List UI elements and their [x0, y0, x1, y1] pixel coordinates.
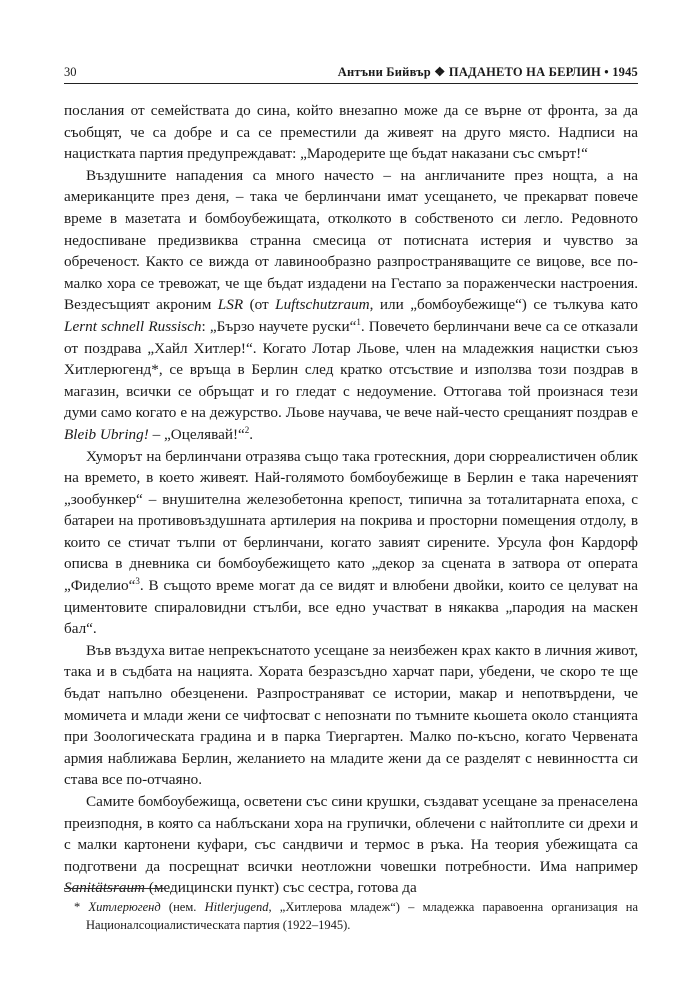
endnote-ref: 2 — [244, 424, 250, 435]
text-run: – „Оцелявай!“ — [148, 425, 245, 443]
text-run: Самите бомбоубежища, осветени със сини крушки, създават усещане за пренаселена преизподня, в която са наблъскани хора на групички, облечени с найтоплите си дрехи и с малки картонени куфари, със сандвичи и термос в ръка. На теория убежищата са подготвени да посрещнат всички неотложни човешки потребности. Има например — [64, 793, 638, 875]
text-run: * — [74, 900, 89, 914]
text-run: (нем. — [160, 900, 205, 914]
text-run: , „Хитлерова младеж“) – младежка паравоенна организация на Националсоциалистическата партия (1922–1945). — [86, 900, 639, 932]
footnote — [64, 898, 638, 934]
endnote-ref: 3 — [135, 576, 140, 586]
text-run: . Повечето берлинчани вече са се отказали от поздрава „Хайл Хитлер!“. Когато Лотар Льове, член на младежкия нацистки съюз Хитлерюгенд*, се връща в Берлин след кратко отсъствие и използва този поздрав в магазин, всички се обръщат и го гледат с недоумение. Оттогава той произнася тези думи само когато е на дежурство. Льове научава, че вече най-често срещаният поздрав е — [64, 317, 638, 422]
text-run: Хуморът на берлинчани отразява също така гротескния, дори сюрреалистичен облик на времето, в което живеят. Най-голямото бомбоубежище в Берлин е така нареченият „зообункер“ – внушителна железобетонна крепост, типична за тоталитарната епоха, с батареи на противовъздушната артилерия на покрива и просторни помещения отдолу, в които се стичат тълпи от берлинчани, когато завият сирените. Урсула фон Кардорф описва в дневника си бомбоубежището като „декор за сцената в затвора от операта „Фиделио“ — [64, 447, 638, 595]
italic-term: Хитлерюгенд — [88, 900, 161, 914]
page-header — [64, 58, 638, 84]
text-run: : „Бързо научете руски“ — [201, 317, 357, 335]
text-run: , или „бомбоубежище“) се тълкува като — [369, 296, 638, 314]
text-run: (от — [243, 296, 276, 314]
text-run: . — [249, 425, 254, 443]
text-run: . В същото време могат да се видят и влюбени двойки, които се целуват на циментовите спираловидни стълби, все едно участват в някаква „пародия на маскен бал“. — [64, 577, 638, 638]
italic-term: Hitlerjugend — [204, 900, 269, 914]
paragraph — [64, 165, 638, 446]
italic-term: Lernt schnell Russisch — [64, 317, 202, 335]
paragraph — [64, 791, 638, 899]
running-head: Антъни Бийвър ❖ ПАДАНЕТО НА БЕРЛИН • 1945 — [337, 65, 638, 79]
page-number: 30 — [64, 65, 77, 79]
paragraph — [64, 100, 638, 165]
paragraph — [64, 640, 638, 791]
italic-term: Sanitätsraum — [64, 879, 146, 897]
italic-term: LSR — [217, 296, 244, 314]
italic-term: Luftschutzraum — [275, 296, 370, 314]
body-text — [64, 100, 638, 899]
footnote-divider — [64, 888, 164, 889]
italic-term: Bleib Ubring! — [64, 425, 149, 443]
text-run: послания от семействата до сина, който внезапно може да се върне от фронта, за да съобщят, че са добре и са се преместили да живеят на друго място. Надписи на нацистката партия предупреждават: „Мародерите ще бъдат наказани със смърт!“ — [64, 102, 638, 163]
text-run: Въздушните нападения са много начесто – на англичаните през нощта, а на американците през деня, – така че берлинчани имат усещането, че прекарват повече време в мазетата и бомбоубежищата, отколкото в собственото си легло. Редовното недоспиване предизвиква странна смесица от потисната истерия и чувство за обреченост. Както се вижда от лавинообразно разпространяващите се вицове, все по-малко хора се тревожат, че ще бъдат издадени на Гестапо за пораженчески настроения. Вездесъщият акроним — [64, 166, 638, 314]
text-run: Във въздуха витае непрекъснатото усещане за неизбежен крах както в личния живот, така и в съдбата на нацията. Хората безразсъдно харчат пари, убедени, че скоро те ще бъдат напълно обезценени. Разпространяват се истории, макар и непотвърдени, че момичета и млади жени се чифтосват с непознати по тъмните кьошета около станцията при Зоологическата градина и в парка Тиергартен. Малко по-късно, когато Червената армия наближава Берлин, желанието на младите жени да се разделят с невинността си става все по-отчаяно. — [64, 641, 638, 789]
paragraph — [64, 446, 638, 640]
text-run: (медицински пункт) със сестра, готова да — [145, 879, 417, 897]
endnote-ref: 1 — [356, 316, 361, 327]
